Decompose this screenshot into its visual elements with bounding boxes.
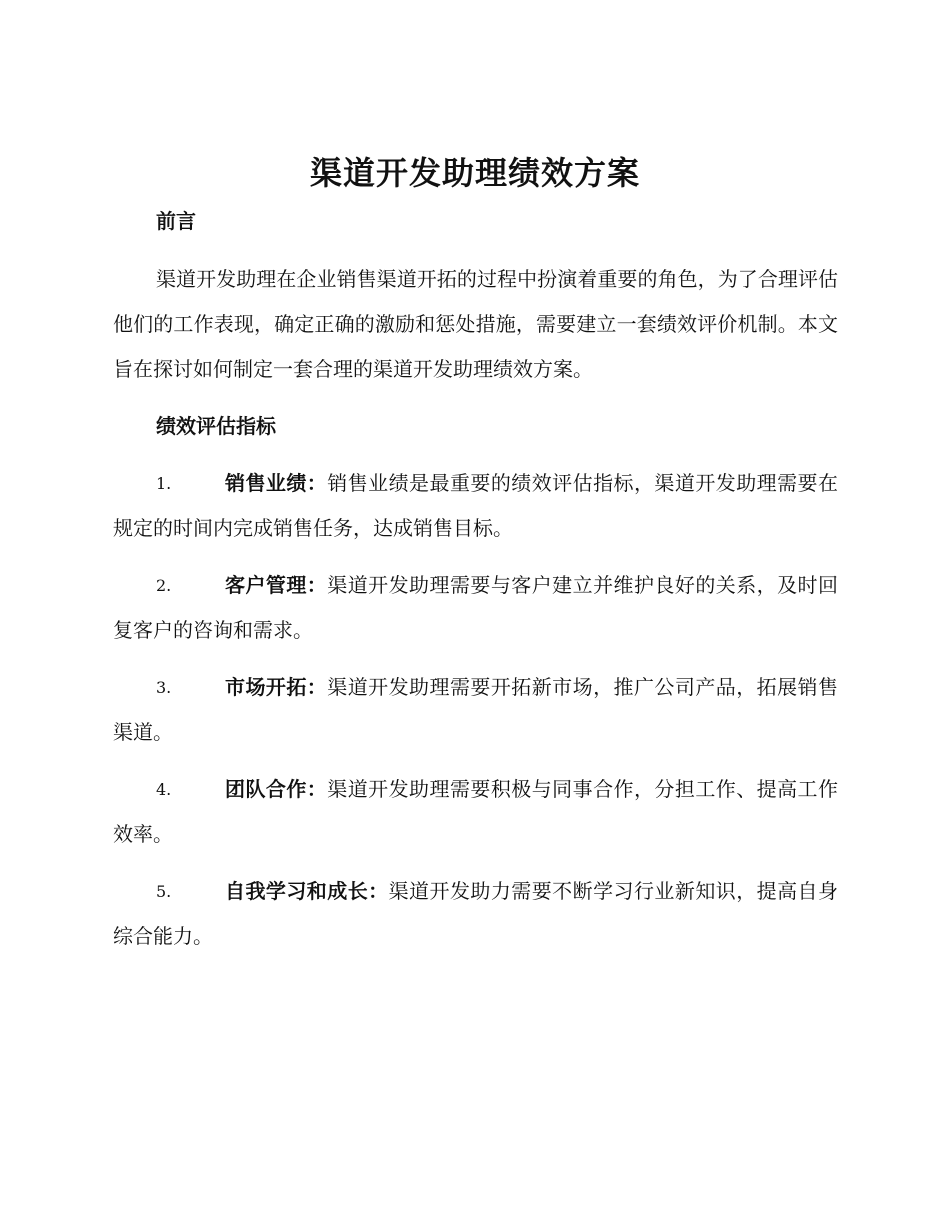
list-item-term: 自我学习和成长： <box>225 879 389 903</box>
list-item-term: 客户管理： <box>225 573 328 597</box>
list-item-number: 2. <box>156 576 172 595</box>
document-title: 渠道开发助理绩效方案 <box>309 154 640 192</box>
list-item-number: 4. <box>156 780 172 799</box>
list-item <box>113 767 838 857</box>
list-item-body <box>113 563 838 653</box>
preface-paragraph: 渠道开发助理在企业销售渠道开拓的过程中扮演着重要的角色，为了合理评估他们的工作表现，确定正确的激励和惩处措施，需要建立一套绩效评价机制。本文旨在探讨如何制定一套合理的渠道开发助理绩效方案。 <box>113 267 838 381</box>
list-item <box>113 665 838 755</box>
list-item-text: 渠道开发助理需要积极与同事合作，分担工作、提高工作效率。 <box>113 777 839 846</box>
list-item-text: 渠道开发助力需要不断学习行业新知识，提高自身综合能力。 <box>113 879 839 948</box>
list-item-text: 渠道开发助理需要开拓新市场，推广公司产品，拓展销售渠道。 <box>113 675 839 744</box>
list-item-number: 1. <box>156 474 172 493</box>
list-item-term: 市场开拓： <box>225 675 328 699</box>
list-item-text: 销售业绩是最重要的绩效评估指标，渠道开发助理需要在规定的时间内完成销售任务，达成销售目标。 <box>113 471 839 540</box>
list-item-body <box>113 665 838 755</box>
list-item <box>113 461 838 551</box>
list-item-body <box>113 869 838 959</box>
list-item-term: 团队合作： <box>225 777 328 801</box>
list-item-number: 3. <box>156 678 172 697</box>
section-heading-preface: 前言 <box>156 209 196 233</box>
list-item-text: 渠道开发助理需要与客户建立并维护良好的关系，及时回复客户的咨询和需求。 <box>113 573 839 642</box>
section-heading-metrics: 绩效评估指标 <box>156 414 276 438</box>
list-item-term: 销售业绩： <box>225 471 328 495</box>
list-item-number: 5. <box>156 882 172 901</box>
list-item <box>113 869 838 959</box>
list-item-body <box>113 767 838 857</box>
list-item-body <box>113 461 838 551</box>
list-item <box>113 563 838 653</box>
